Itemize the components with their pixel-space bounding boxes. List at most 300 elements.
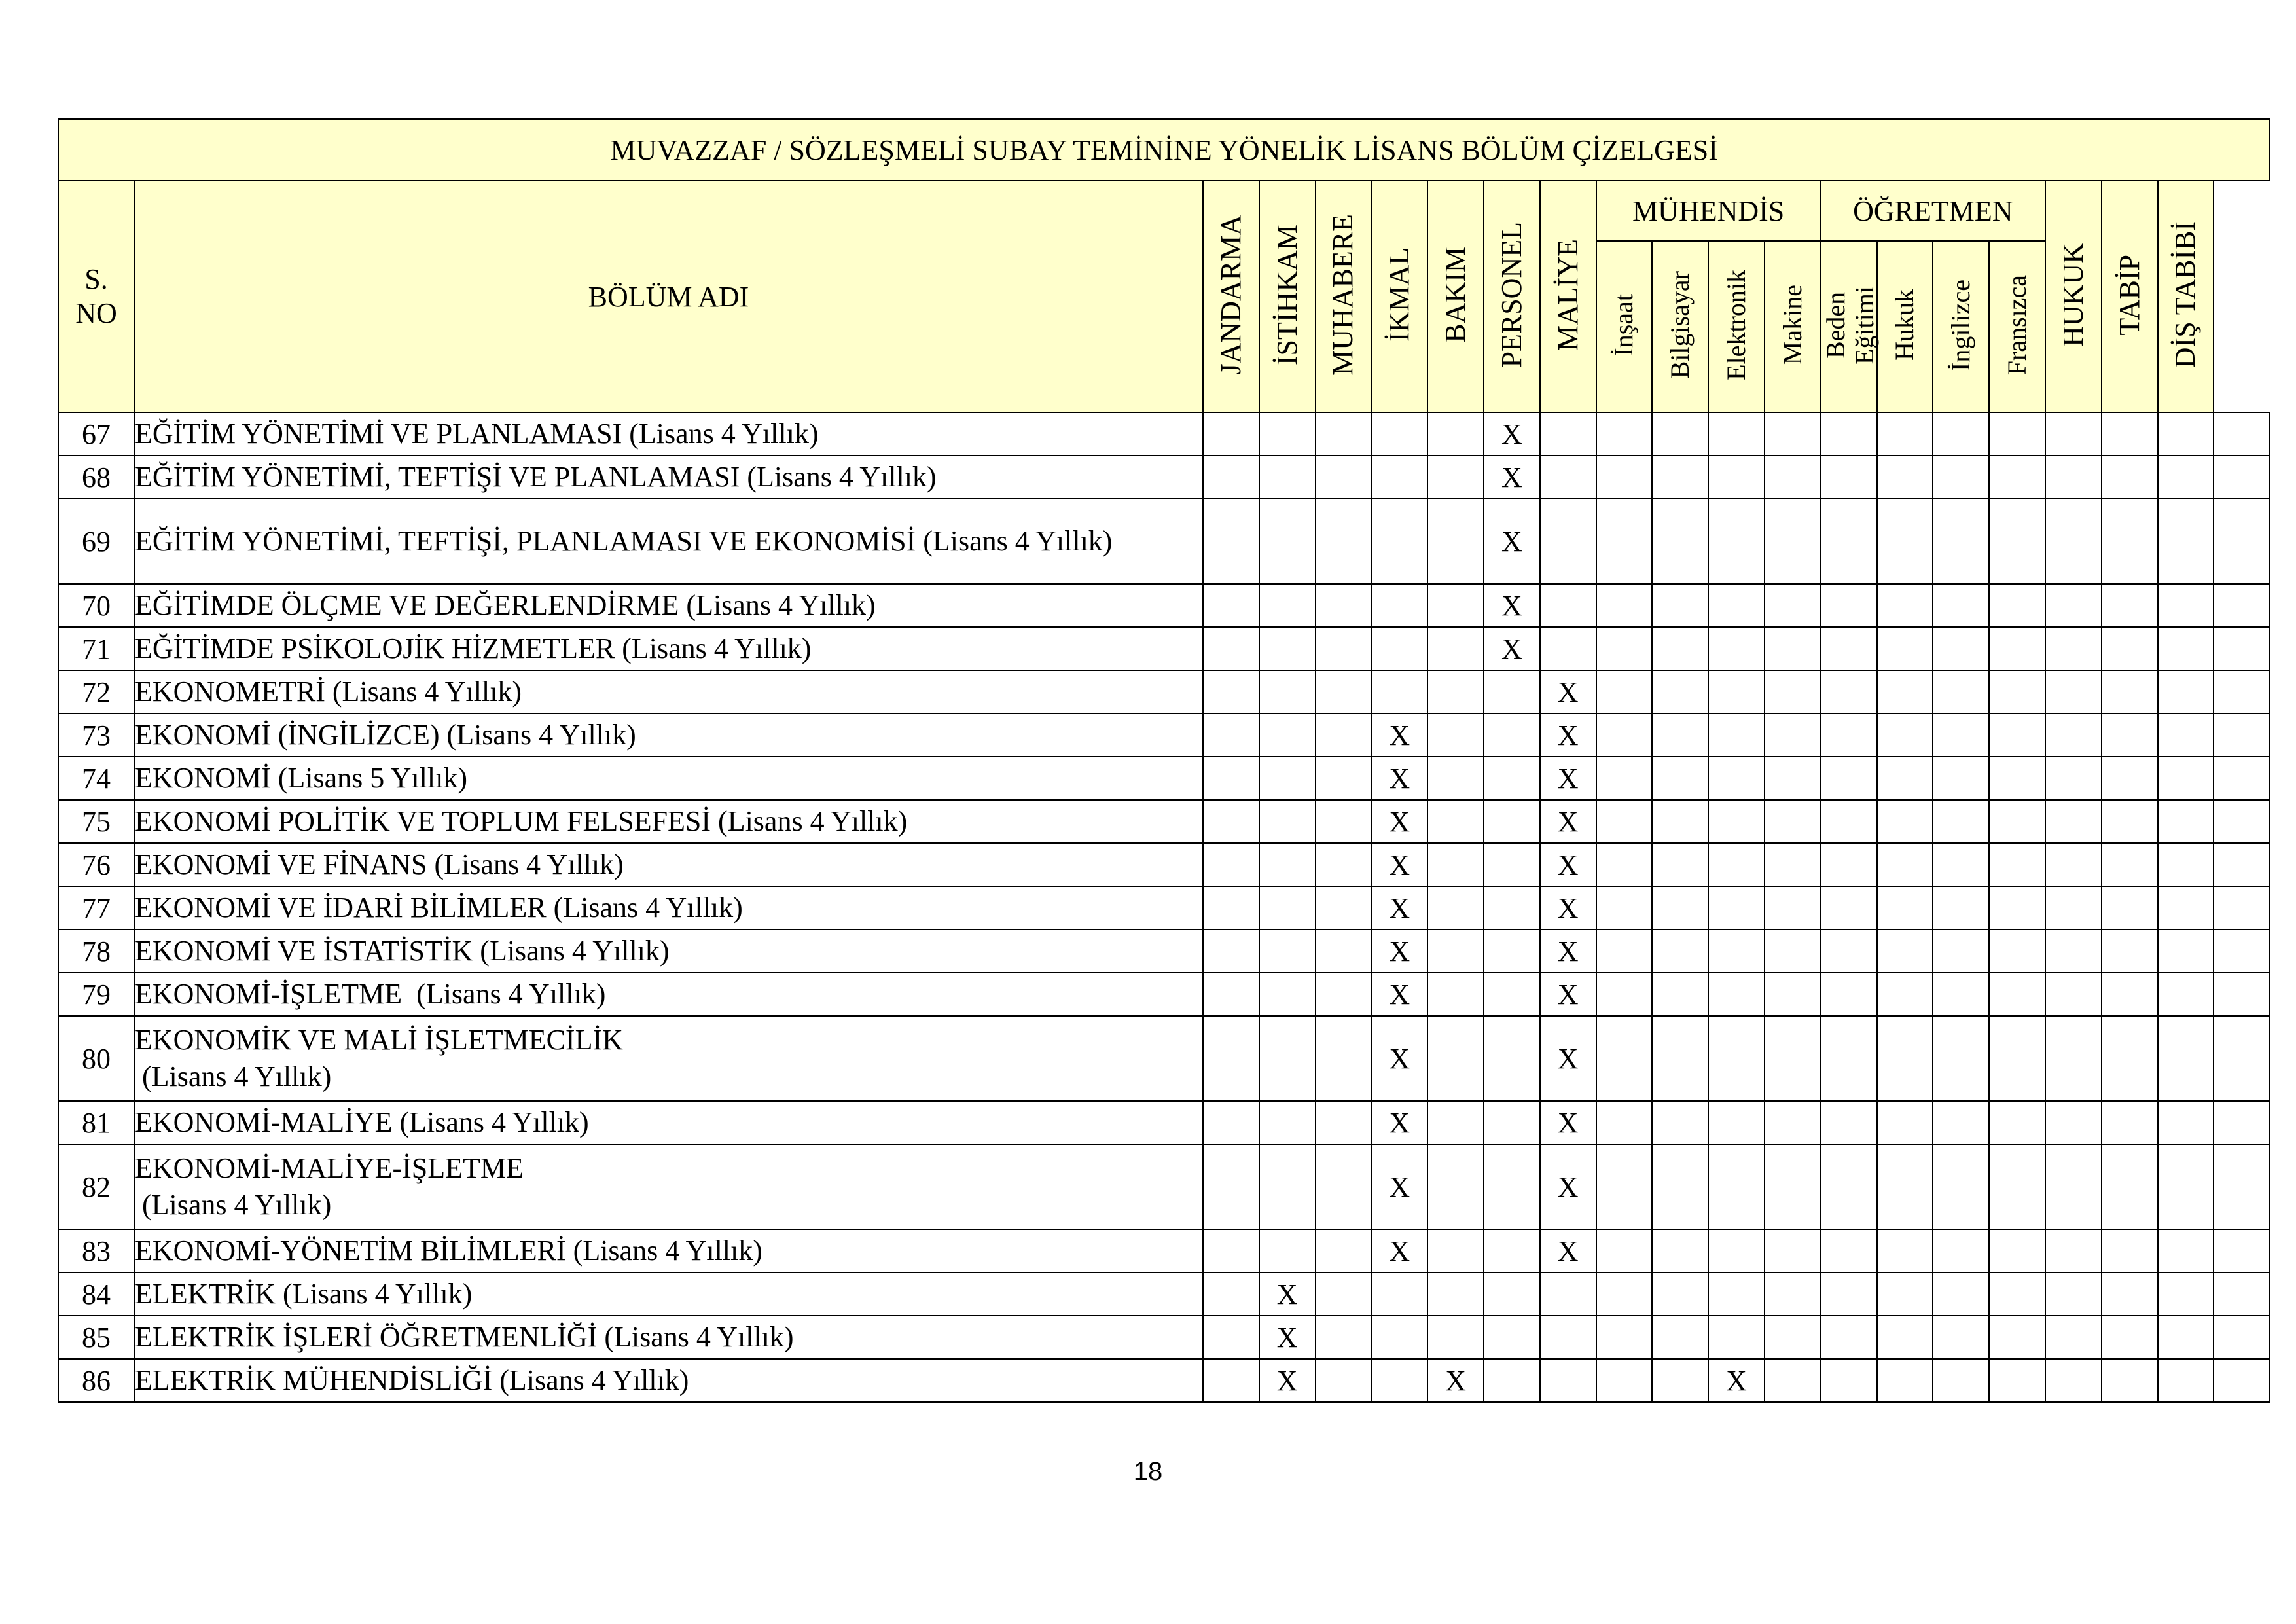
mark-cell	[2158, 757, 2214, 800]
table-row	[58, 456, 2270, 499]
section-name: EKONOMİ VE İSTATİSTİK (Lisans 4 Yıllık)	[134, 929, 1203, 973]
mark-cell	[1933, 1229, 1989, 1272]
col-label-ikmal: İKMAL	[1383, 247, 1416, 342]
col-header-beden-egitimi	[1821, 241, 1877, 412]
mark-cell	[2214, 713, 2270, 757]
mark-cell	[1933, 456, 1989, 499]
mark-cell	[2158, 456, 2214, 499]
mark-cell	[1989, 1101, 2045, 1144]
mark-cell	[2102, 886, 2158, 929]
mark-cell	[2158, 584, 2214, 627]
mark-cell	[1989, 1359, 2045, 1402]
mark-cell	[1765, 1101, 1821, 1144]
mark-cell	[1203, 757, 1259, 800]
mark-cell	[2214, 973, 2270, 1016]
table-row	[58, 412, 2270, 456]
mark-cell	[1821, 1272, 1877, 1316]
x-mark: X	[1389, 848, 1410, 881]
mark-cell	[1877, 1101, 1933, 1144]
mark-cell	[2214, 584, 2270, 627]
col-header-insaat	[1596, 241, 1653, 412]
section-name: EKONOMİ-MALİYE-İŞLETME (Lisans 4 Yıllık)	[134, 1144, 1203, 1229]
mark-cell	[2214, 499, 2270, 584]
x-mark: X	[1501, 461, 1522, 494]
mark-cell	[1708, 1229, 1765, 1272]
mark-cell	[1316, 800, 1372, 843]
mark-cell	[1596, 843, 1653, 886]
mark-cell	[1484, 584, 1540, 627]
mark-cell	[1371, 757, 1427, 800]
row-number: 86	[58, 1359, 134, 1402]
x-mark: X	[1389, 762, 1410, 795]
mark-cell	[1371, 929, 1427, 973]
mark-cell	[1933, 1101, 1989, 1144]
mark-cell	[2102, 412, 2158, 456]
mark-cell	[1484, 757, 1540, 800]
mark-cell	[2102, 929, 2158, 973]
mark-cell	[1371, 973, 1427, 1016]
x-mark: X	[1389, 1235, 1410, 1267]
mark-cell	[1933, 800, 1989, 843]
mark-cell	[1821, 973, 1877, 1016]
mark-cell	[1989, 929, 2045, 973]
row-number: 76	[58, 843, 134, 886]
mark-cell	[1933, 973, 1989, 1016]
mark-cell	[2102, 800, 2158, 843]
mark-cell	[1708, 584, 1765, 627]
table-row	[58, 929, 2270, 973]
x-mark: X	[1276, 1321, 1298, 1354]
col-header-jandarma	[1203, 181, 1259, 412]
mark-cell	[1427, 456, 1484, 499]
mark-cell	[1821, 412, 1877, 456]
x-mark: X	[1276, 1364, 1298, 1397]
sno-header-line2: NO	[75, 297, 117, 329]
mark-cell	[1877, 713, 1933, 757]
mark-cell	[1765, 1359, 1821, 1402]
mark-cell	[1427, 1016, 1484, 1101]
mark-cell	[1821, 1316, 1877, 1359]
mark-cell	[1484, 1316, 1540, 1359]
table-row	[58, 1016, 2270, 1101]
col-header-bilgisayar	[1652, 241, 1708, 412]
mark-cell	[1540, 1144, 1596, 1229]
mark-cell	[2158, 1272, 2214, 1316]
col-label-elektronik: Elektronik	[1721, 270, 1751, 380]
mark-cell	[1484, 627, 1540, 670]
mark-cell	[1203, 1229, 1259, 1272]
mark-cell	[1203, 713, 1259, 757]
mark-cell	[1933, 886, 1989, 929]
mark-cell	[2158, 499, 2214, 584]
table-row	[58, 843, 2270, 886]
mark-cell	[1989, 1316, 2045, 1359]
mark-cell	[1540, 1272, 1596, 1316]
mark-cell	[1316, 456, 1372, 499]
mark-cell	[2045, 757, 2102, 800]
mark-cell	[1203, 499, 1259, 584]
x-mark: X	[1557, 1170, 1579, 1203]
mark-cell	[1765, 499, 1821, 584]
mark-cell	[1427, 412, 1484, 456]
section-chart-table	[58, 118, 2270, 1403]
mark-cell	[1596, 757, 1653, 800]
section-name: EKONOMİ (İNGİLİZCE) (Lisans 4 Yıllık)	[134, 713, 1203, 757]
mark-cell	[1821, 627, 1877, 670]
mark-cell	[2045, 1316, 2102, 1359]
mark-cell	[2102, 1101, 2158, 1144]
x-mark: X	[1557, 1106, 1579, 1139]
mark-cell	[1203, 670, 1259, 713]
mark-cell	[2214, 1144, 2270, 1229]
mark-cell	[1765, 412, 1821, 456]
mark-cell	[1203, 800, 1259, 843]
col-header-hukuk	[2045, 181, 2102, 412]
mark-cell	[1427, 973, 1484, 1016]
mark-cell	[1652, 1101, 1708, 1144]
mark-cell	[2158, 412, 2214, 456]
mark-cell	[1203, 973, 1259, 1016]
mark-cell	[2045, 1144, 2102, 1229]
mark-cell	[1765, 1144, 1821, 1229]
mark-cell	[1708, 1359, 1765, 1402]
mark-cell	[1596, 973, 1653, 1016]
mark-cell	[1877, 1144, 1933, 1229]
mark-cell	[1371, 886, 1427, 929]
group-header-ogretmen: ÖĞRETMEN	[1821, 181, 2045, 241]
mark-cell	[1596, 1101, 1653, 1144]
mark-cell	[1933, 757, 1989, 800]
col-label-tabip: TABİP	[2113, 254, 2145, 336]
mark-cell	[1765, 886, 1821, 929]
mark-cell	[2158, 713, 2214, 757]
mark-cell	[1708, 1144, 1765, 1229]
x-mark: X	[1389, 1170, 1410, 1203]
x-mark: X	[1389, 1106, 1410, 1139]
mark-cell	[1821, 1359, 1877, 1402]
mark-cell	[1652, 886, 1708, 929]
table-row	[58, 757, 2270, 800]
mark-cell	[1427, 1272, 1484, 1316]
mark-cell	[1652, 929, 1708, 973]
mark-cell	[1259, 627, 1316, 670]
mark-cell	[1989, 800, 2045, 843]
mark-cell	[2158, 1316, 2214, 1359]
mark-cell	[1540, 584, 1596, 627]
mark-cell	[1259, 584, 1316, 627]
mark-cell	[1765, 973, 1821, 1016]
mark-cell	[1652, 1016, 1708, 1101]
mark-cell	[1708, 627, 1765, 670]
mark-cell	[1877, 584, 1933, 627]
mark-cell	[1765, 1016, 1821, 1101]
mark-cell	[1877, 800, 1933, 843]
mark-cell	[1427, 1359, 1484, 1402]
row-number: 85	[58, 1316, 134, 1359]
x-mark: X	[1501, 525, 1522, 558]
mark-cell	[1933, 713, 1989, 757]
mark-cell	[1371, 1229, 1427, 1272]
mark-cell	[1652, 1272, 1708, 1316]
section-name: EKONOMİ-YÖNETİM BİLİMLERİ (Lisans 4 Yıllık)	[134, 1229, 1203, 1272]
mark-cell	[1933, 1359, 1989, 1402]
section-name: EKONOMETRİ (Lisans 4 Yıllık)	[134, 670, 1203, 713]
x-mark: X	[1557, 676, 1579, 708]
mark-cell	[2158, 670, 2214, 713]
mark-cell	[1765, 929, 1821, 973]
mark-cell	[1596, 499, 1653, 584]
mark-cell	[1596, 800, 1653, 843]
row-number: 79	[58, 973, 134, 1016]
mark-cell	[1877, 627, 1933, 670]
mark-cell	[1203, 1272, 1259, 1316]
table-row	[58, 499, 2270, 584]
mark-cell	[2102, 973, 2158, 1016]
mark-cell	[1316, 499, 1372, 584]
mark-cell	[1877, 499, 1933, 584]
mark-cell	[1316, 584, 1372, 627]
mark-cell	[1933, 843, 1989, 886]
x-mark: X	[1557, 848, 1579, 881]
mark-cell	[1821, 843, 1877, 886]
mark-cell	[2214, 757, 2270, 800]
mark-cell	[1652, 973, 1708, 1016]
x-mark: X	[1501, 589, 1522, 622]
mark-cell	[1259, 1316, 1316, 1359]
mark-cell	[1877, 843, 1933, 886]
col-header-dis-tabibi	[2158, 181, 2214, 412]
mark-cell	[1371, 800, 1427, 843]
table-row	[58, 1359, 2270, 1402]
mark-cell	[1877, 1016, 1933, 1101]
mark-cell	[1708, 929, 1765, 973]
mark-cell	[1708, 1016, 1765, 1101]
mark-cell	[1708, 499, 1765, 584]
x-mark: X	[1389, 805, 1410, 838]
mark-cell	[1596, 1316, 1653, 1359]
row-number: 81	[58, 1101, 134, 1144]
x-mark: X	[1389, 978, 1410, 1011]
x-mark: X	[1557, 892, 1579, 924]
mark-cell	[1877, 1272, 1933, 1316]
col-header-maliye	[1540, 181, 1596, 412]
mark-cell	[1596, 713, 1653, 757]
mark-cell	[1652, 757, 1708, 800]
mark-cell	[1484, 670, 1540, 713]
row-number: 72	[58, 670, 134, 713]
mark-cell	[1484, 499, 1540, 584]
mark-cell	[2214, 456, 2270, 499]
mark-cell	[1821, 499, 1877, 584]
mark-cell	[1540, 1016, 1596, 1101]
mark-cell	[1708, 456, 1765, 499]
mark-cell	[2214, 800, 2270, 843]
table-title: MUVAZZAF / SÖZLEŞMELİ SUBAY TEMİNİNE YÖNELİK LİSANS BÖLÜM ÇİZELGESİ	[58, 119, 2270, 181]
mark-cell	[2045, 800, 2102, 843]
mark-cell	[1203, 1016, 1259, 1101]
mark-cell	[1989, 584, 2045, 627]
mark-cell	[1203, 627, 1259, 670]
mark-cell	[1989, 499, 2045, 584]
x-mark: X	[1557, 762, 1579, 795]
mark-cell	[2214, 843, 2270, 886]
mark-cell	[1596, 1229, 1653, 1272]
mark-cell	[2045, 627, 2102, 670]
mark-cell	[1933, 1144, 1989, 1229]
mark-cell	[1821, 1144, 1877, 1229]
mark-cell	[1427, 1229, 1484, 1272]
mark-cell	[1484, 973, 1540, 1016]
mark-cell	[1371, 1272, 1427, 1316]
mark-cell	[1259, 1144, 1316, 1229]
mark-cell	[1877, 1229, 1933, 1272]
mark-cell	[2102, 1359, 2158, 1402]
mark-cell	[1877, 929, 1933, 973]
mark-cell	[1933, 584, 1989, 627]
section-name: EKONOMİK VE MALİ İŞLETMECİLİK (Lisans 4 Yıllık)	[134, 1016, 1203, 1101]
sno-header	[58, 181, 134, 412]
col-header-hukuk-ogretmen	[1877, 241, 1933, 412]
mark-cell	[1203, 584, 1259, 627]
mark-cell	[2102, 757, 2158, 800]
mark-cell	[1652, 499, 1708, 584]
x-mark: X	[1726, 1364, 1747, 1397]
row-number: 68	[58, 456, 134, 499]
mark-cell	[1933, 929, 1989, 973]
row-number: 69	[58, 499, 134, 584]
mark-cell	[1427, 713, 1484, 757]
mark-cell	[1427, 800, 1484, 843]
mark-cell	[2045, 1229, 2102, 1272]
mark-cell	[1484, 843, 1540, 886]
mark-cell	[1652, 412, 1708, 456]
section-name: EKONOMİ VE İDARİ BİLİMLER (Lisans 4 Yıllık)	[134, 886, 1203, 929]
mark-cell	[1596, 1016, 1653, 1101]
section-name: ELEKTRİK İŞLERİ ÖĞRETMENLİĞİ (Lisans 4 Yıllık)	[134, 1316, 1203, 1359]
mark-cell	[1259, 1272, 1316, 1316]
mark-cell	[1765, 670, 1821, 713]
mark-cell	[1708, 1101, 1765, 1144]
table-row	[58, 800, 2270, 843]
mark-cell	[1540, 499, 1596, 584]
mark-cell	[1540, 929, 1596, 973]
mark-cell	[1427, 1101, 1484, 1144]
mark-cell	[1989, 670, 2045, 713]
col-header-bakim	[1427, 181, 1484, 412]
mark-cell	[1484, 886, 1540, 929]
mark-cell	[2102, 1144, 2158, 1229]
mark-cell	[1203, 1101, 1259, 1144]
mark-cell	[1316, 1101, 1372, 1144]
mark-cell	[1484, 456, 1540, 499]
mark-cell	[2045, 499, 2102, 584]
section-name: EKONOMİ VE FİNANS (Lisans 4 Yıllık)	[134, 843, 1203, 886]
mark-cell	[1484, 713, 1540, 757]
mark-cell	[1933, 627, 1989, 670]
mark-cell	[1540, 627, 1596, 670]
mark-cell	[1989, 1229, 2045, 1272]
mark-cell	[2158, 843, 2214, 886]
mark-cell	[1259, 1016, 1316, 1101]
mark-cell	[2214, 1101, 2270, 1144]
mark-cell	[1765, 713, 1821, 757]
table-body	[58, 412, 2270, 1402]
mark-cell	[1596, 670, 1653, 713]
mark-cell	[1765, 627, 1821, 670]
mark-cell	[1259, 412, 1316, 456]
mark-cell	[2102, 1229, 2158, 1272]
mark-cell	[1708, 412, 1765, 456]
mark-cell	[2214, 1316, 2270, 1359]
mark-cell	[1371, 627, 1427, 670]
mark-cell	[1259, 1359, 1316, 1402]
section-name: EĞİTİMDE PSİKOLOJİK HİZMETLER (Lisans 4 Yıllık)	[134, 627, 1203, 670]
mark-cell	[2045, 412, 2102, 456]
mark-cell	[2158, 1016, 2214, 1101]
mark-cell	[1652, 713, 1708, 757]
group-header-muhendis: MÜHENDİS	[1596, 181, 1821, 241]
mark-cell	[1427, 499, 1484, 584]
col-label-insaat: İnşaat	[1609, 293, 1639, 357]
mark-cell	[1316, 1229, 1372, 1272]
mark-cell	[2045, 1101, 2102, 1144]
mark-cell	[1427, 757, 1484, 800]
mark-cell	[1316, 1359, 1372, 1402]
col-label-hukuk: HUKUK	[2056, 243, 2089, 347]
x-mark: X	[1389, 892, 1410, 924]
table-row	[58, 1101, 2270, 1144]
mark-cell	[1259, 670, 1316, 713]
mark-cell	[2214, 670, 2270, 713]
x-mark: X	[1389, 935, 1410, 967]
mark-cell	[2102, 713, 2158, 757]
row-number: 84	[58, 1272, 134, 1316]
mark-cell	[1821, 757, 1877, 800]
mark-cell	[2102, 499, 2158, 584]
mark-cell	[1371, 1316, 1427, 1359]
mark-cell	[1316, 757, 1372, 800]
mark-cell	[1484, 1229, 1540, 1272]
mark-cell	[1427, 1316, 1484, 1359]
mark-cell	[1652, 1229, 1708, 1272]
mark-cell	[2102, 670, 2158, 713]
mark-cell	[1540, 886, 1596, 929]
col-header-ingilizce	[1933, 241, 1989, 412]
col-label-ingilizce: İngilizce	[1946, 279, 1976, 371]
x-mark: X	[1557, 1235, 1579, 1267]
mark-cell	[2214, 886, 2270, 929]
col-label-dis-tabibi: DİŞ TABİBİ	[2169, 221, 2202, 369]
mark-cell	[1877, 973, 1933, 1016]
mark-cell	[1259, 886, 1316, 929]
section-name: ELEKTRİK MÜHENDİSLİĞİ (Lisans 4 Yıllık)	[134, 1359, 1203, 1402]
mark-cell	[1540, 757, 1596, 800]
mark-cell	[1484, 1272, 1540, 1316]
col-label-beden-egitimi	[1821, 286, 1879, 365]
mark-cell	[1427, 1144, 1484, 1229]
mark-cell	[1484, 800, 1540, 843]
mark-cell	[1821, 1101, 1877, 1144]
mark-cell	[1708, 670, 1765, 713]
mark-cell	[1652, 627, 1708, 670]
mark-cell	[2045, 670, 2102, 713]
mark-cell	[2045, 1272, 2102, 1316]
col-label-muhabere: MUHABERE	[1327, 214, 1359, 376]
col-header-tabip	[2102, 181, 2158, 412]
x-mark: X	[1557, 935, 1579, 967]
mark-cell	[1596, 1359, 1653, 1402]
mark-cell	[1540, 1316, 1596, 1359]
